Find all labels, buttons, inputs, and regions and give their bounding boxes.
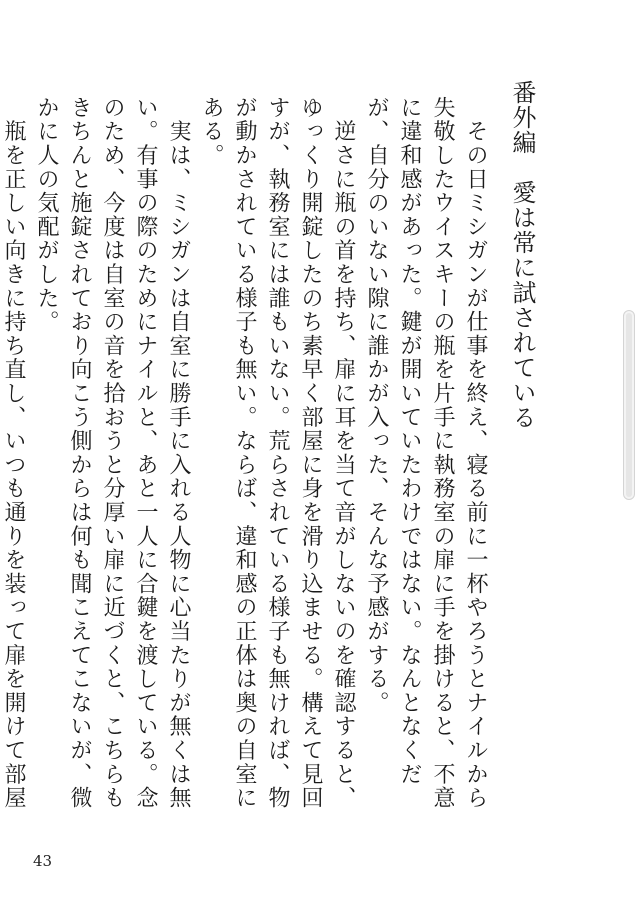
paragraph: 実は、ミシガンは自室に勝手に入れる人物に心当たりが無くは無い。有事の際のためにナイルと、あと一人に合鍵を渡している。念のため、今度は自室の音を拾おうと分厚い扉に近づくと、こちらもきちんと施錠されており向こう側からは何も聞こえてこないが、微かに人の気配がした。 <box>34 96 191 810</box>
paragraph: 瓶を正しい向きに持ち直し、いつも通りを装って扉を開けて部屋 <box>1 119 26 810</box>
body-text <box>1 96 492 826</box>
paragraph: その日ミシガンが仕事を終え、寝る前に一杯やろうとナイルから失敬したウイスキーの瓶を片手に執務室の扉に手を掛けると、不意に違和感があった。鍵が開いていたわけではない。なんとなくだが、自分のいない隙に誰かが入った、そんな予感がする。 <box>364 96 488 810</box>
page-number: 43 <box>33 852 53 870</box>
chapter-title: 番外編 愛は常に試されている <box>508 80 536 430</box>
scrollbar-thumb[interactable] <box>626 313 632 497</box>
scrollbar[interactable] <box>623 310 635 500</box>
paragraph: 逆さに瓶の首を持ち、扉に耳を当て音がしないのを確認すると、ゆっくり開錠したのち素早く部屋に身を滑り込ませる。構えて見回すが、執務室には誰もいない。荒らされている様子も無ければ、物が動かされている様子も無い。ならば、違和感の正体は奥の自室にある。 <box>199 96 356 810</box>
